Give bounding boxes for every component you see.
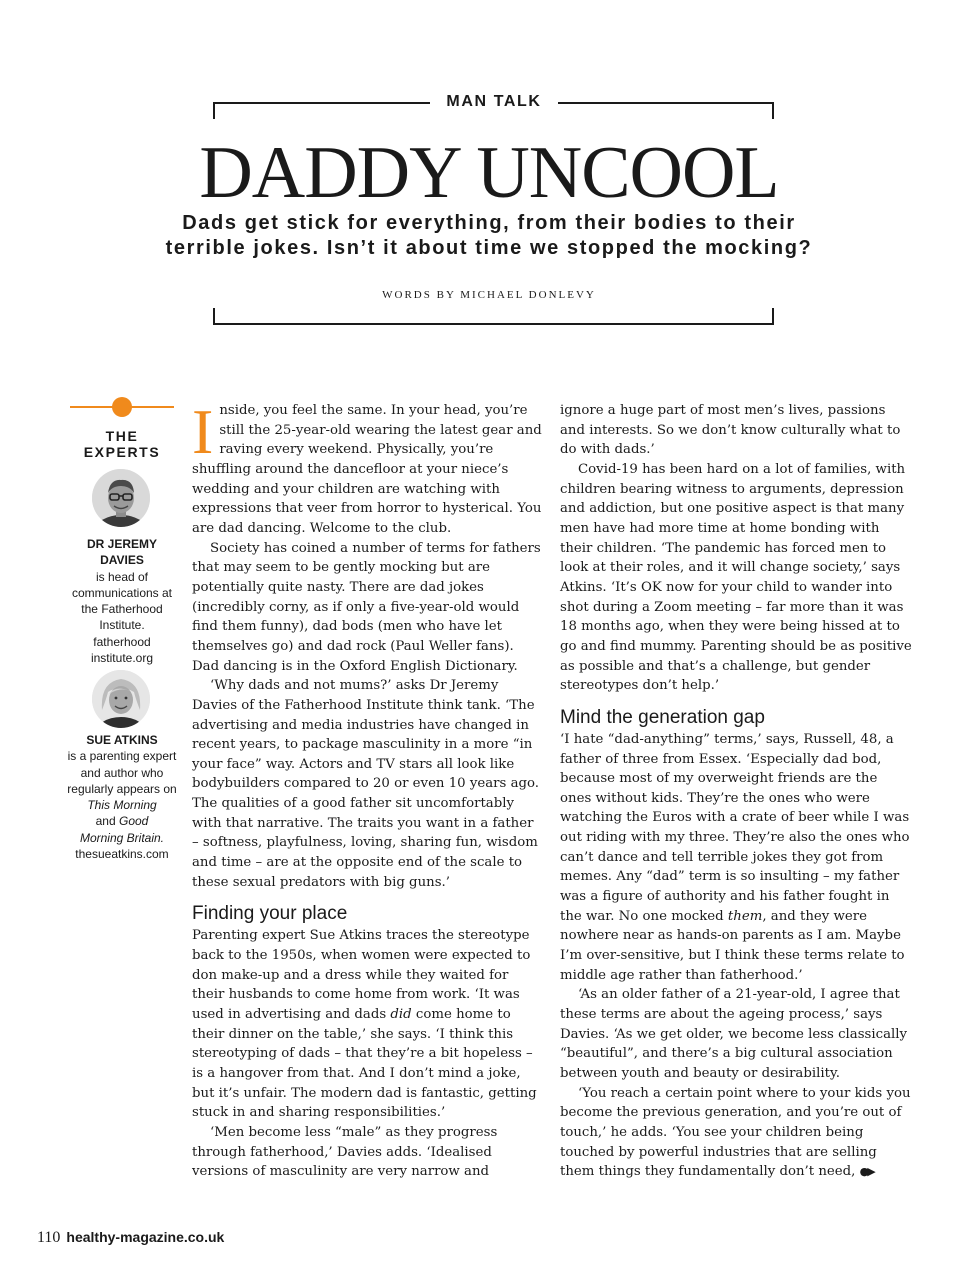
article-standfirst: Dads get stick for everything, from their bodies to their terrible jokes. Isn’t it about time we stopped the mocking? (165, 212, 813, 259)
experts-title-line: EXPERTS (83, 444, 161, 460)
body-paragraph (560, 1084, 912, 1182)
emphasis-text: did (390, 1007, 412, 1023)
expert-bio-jeremy-davies (62, 536, 182, 666)
expert-bio-sue-atkins (62, 732, 182, 862)
expert-name: SUE ATKINS (86, 733, 158, 747)
avatar-jeremy-davies (92, 469, 150, 527)
emphasis-text: them (727, 908, 763, 924)
header-rule-right (558, 102, 774, 104)
experts-title (62, 428, 182, 460)
header-corner-tick (772, 102, 774, 119)
experts-dot-icon (112, 397, 132, 417)
avatar-sue-atkins (92, 670, 150, 728)
article-column-2 (560, 401, 912, 1182)
paragraph-text: , and they were nowhere near as hands-on parents as I am. Maybe I’m over-sensitive, but I think these terms relate to middle age rather than fatherhood.’ (560, 908, 905, 983)
article-byline: WORDS BY MICHAEL DONLEVY (382, 289, 596, 301)
body-paragraph: Society has coined a number of terms for fathers that may seem to be gently mocking but are potentially quite nasty. There are dad jokes (incredibly corny, as if only a five-year-old would find them funny), dad bods (men who have let themselves go) and dad rock (Paul Weller fans). Dad dancing is in the Oxford English Dictionary. (192, 540, 541, 674)
subheading: Mind the generation gap (560, 706, 765, 728)
expert-name: DR JEREMY (86, 537, 157, 551)
paragraph-text: Parenting expert Sue Atkins traces the stereotype back to the 1950s, when women were expected to don make-up and a dress while they waited for their husbands to come home from work. ‘It was used in advertising and dads (192, 928, 531, 1023)
subheading: Finding your place (192, 903, 348, 925)
expert-show: This Morning (87, 798, 157, 813)
expert-description: and (95, 814, 116, 829)
paragraph-text: ‘You reach a certain point where to your kids you become the previous generation, and you’re out of touch,’ he adds. ‘You see your children being touched by powerful industries that are selling them things they fundamentally don’t need, (560, 1085, 911, 1180)
body-paragraph: ‘Men become less “male” as they progress through fatherhood,’ Davies adds. ‘Idealised versions of masculinity are very narrow and (192, 1124, 498, 1180)
page-number: 110 (37, 1229, 61, 1246)
expert-name: DAVIES (100, 553, 144, 568)
body-paragraph: ignore a huge part of most men’s lives, passions and interests. So we don’t know culturally what to do with dads.’ (560, 403, 901, 458)
page-folio (37, 1229, 224, 1247)
drop-cap: I (192, 396, 214, 467)
paragraph-text: ‘I hate “dad-anything” terms,’ says, Russell, 48, a father of three from Essex. ‘Especially dad bod, because most of my overweight friends are the ones without kids. They’re the ones who were watching the Euros with a crate of beer while I was out riding with my three. They’re also the ones who can’t dance and tell terrible jokes they got from memes. Any “dad” term is so insulting – my father was a figure of authority and his father fought in the war. No one mocked (560, 731, 910, 924)
expert-show: Morning Britain. (79, 830, 165, 845)
body-paragraph (560, 730, 912, 986)
paragraph-text: come home to their dinner on the table,’ she says. ‘I think this stereotyping of dads – that they’re a bit hopeless – is a hangover from that. And I don’t mind a joke, but it’s unfair. The modern dad is fantastic, getting stuck in and sharing responsibilities.’ (192, 1007, 537, 1121)
site-url: healthy-magazine.co.uk (66, 1229, 225, 1245)
expert-website: thesueatkins.com (75, 847, 169, 862)
body-paragraph: Covid-19 has been hard on a lot of families, with children bearing witness to arguments, depression and addiction, but one positive aspect is that many men have had more time at home bonding with their children. ‘The pandemic has forced men to look at their roles, and it will change society,’ says Atkins. ‘It’s OK now for your child to wander into shot during a Zoom meeting – far more than it was 18 months ago, when they were being hissed at to go and find mummy. Parenting should be as positive as possible and that’s a challenge, but gender stereotypes don’t help.’ (560, 461, 912, 694)
expert-show: Good (119, 814, 149, 829)
body-paragraph (192, 396, 542, 539)
paragraph-text: nside, you feel the same. In your head, you’re still the 25-year-old wearing the latest gear and raving every weekend. Physically, you’re shuffling around the dancefloor at your niece’s wedding and your children are watching with expressions that veer from horror to hysterical. You are dad dancing. Welcome to the club. (192, 403, 542, 536)
article-column-1 (192, 396, 542, 1182)
article-headline: DADDY UNCOOL (199, 132, 779, 214)
expert-description: is a parenting expert and author who regularly appears on (67, 749, 177, 796)
body-paragraph: ‘Why dads and not mums?’ asks Dr Jeremy Davies of the Fatherhood Institute think tank. ‘The advertising and media industries have changed in recent years, to package masculinity in a more “in your face” way. Actors and TV stars all look like bodybuilders compared to 20 or even 10 years ago. The qualities of a good father sit uncomfortably with that narrative. The traits you want in a father – softness, playfulness, loving, sharing fun, wisdom and time – are at the opposite end of the scale to these sexual predators with big guns.’ (192, 678, 540, 890)
header-rule-left (213, 102, 430, 104)
expert-website: institute.org (90, 651, 154, 666)
header-corner-tick (213, 102, 215, 119)
header-rule-bottom (213, 323, 774, 325)
body-paragraph (192, 926, 542, 1123)
expert-description: is head of communications at the Fatherhood Institute. (71, 569, 173, 633)
body-paragraph: ‘As an older father of a 21-year-old, I agree that these terms are about the ageing process,’ says Davies. ‘As we get older, we become less classically “beautiful”, and there’s a big cultural association between youth and beauty or desirability. (560, 987, 908, 1081)
continue-arrow-icon: ●▶ (859, 1165, 874, 1179)
experts-title-line: THE (105, 428, 139, 444)
section-kicker: MAN TALK (446, 93, 542, 110)
expert-website: fatherhood (93, 634, 151, 649)
